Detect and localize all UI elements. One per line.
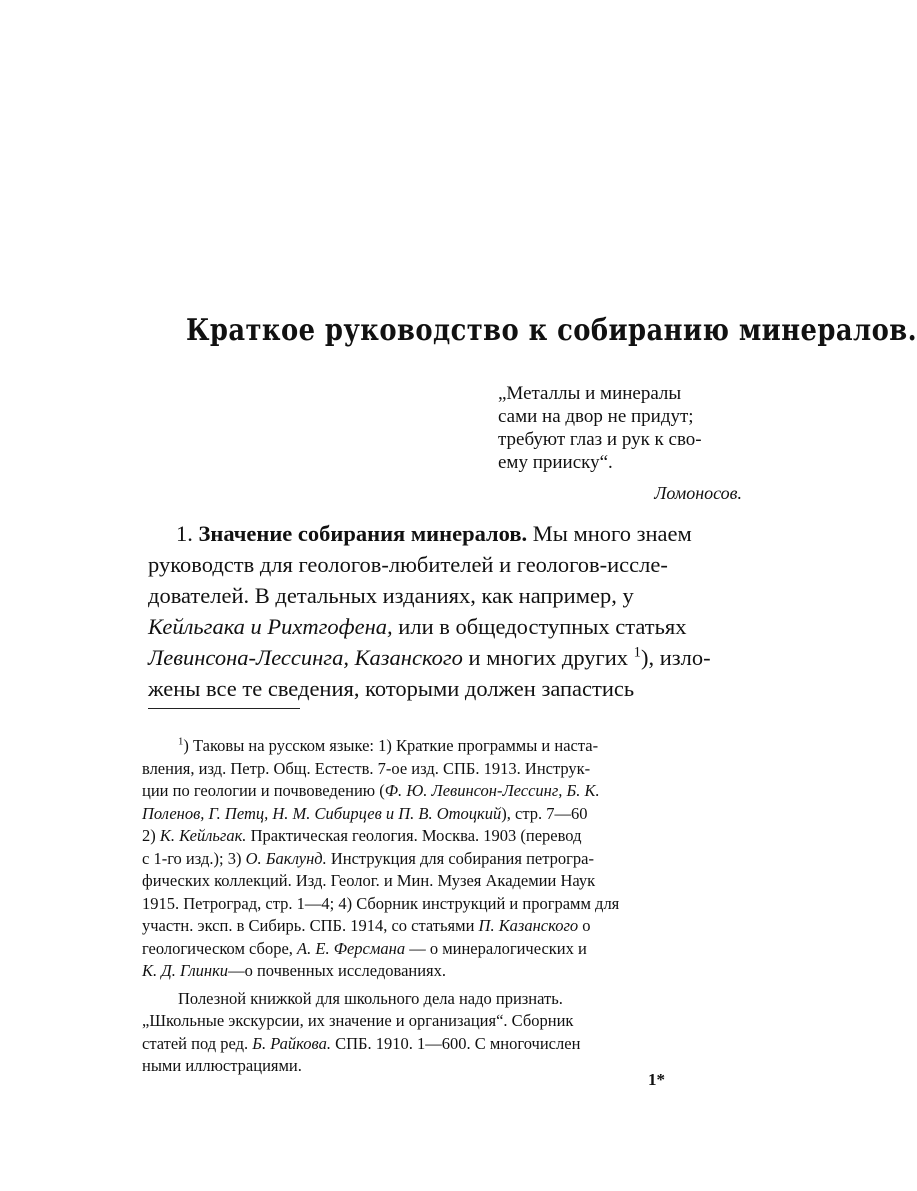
signature-mark: 1*	[648, 1070, 665, 1089]
footnote-italic: А. Е. Ферсмана	[297, 938, 406, 958]
footnote-line: фических коллекций. Изд. Геолог. и Мин. Музея Академии Наук	[142, 871, 596, 890]
footnote-italic: К. Д. Глинки	[142, 961, 229, 980]
body-line: жены все те сведения, которыми должен запастись	[148, 676, 635, 701]
footnote-line	[142, 915, 767, 938]
footnote-text: ции по геологии и почвоведению (	[142, 781, 385, 800]
footnote-line: „Школьные экскурсии, их значение и организация“. Сборник	[142, 1011, 574, 1030]
body-line: руководств для геологов-любителей и геологов-иссле-	[148, 552, 668, 577]
body-italic: Левинсона-Лессинга,	[148, 645, 349, 670]
footnote-italic: П. Казанского	[478, 916, 579, 935]
body-line	[148, 642, 763, 673]
footnote-text: о	[582, 916, 591, 935]
footnote-text: ) Таковы на русском языке: 1) Краткие программы и наста-	[183, 736, 599, 755]
epigraph-line: „Металлы и минералы	[498, 383, 682, 404]
section-heading: Значение собирания минералов.	[198, 521, 528, 546]
footnote-text: геологическом сборе,	[142, 938, 293, 958]
footnote-text: Инструкция для собирания петрогра-	[330, 848, 595, 868]
body-line	[148, 611, 763, 642]
footnote-text: статей под ред.	[142, 1033, 249, 1053]
epigraph-line: ему прииску“.	[498, 452, 613, 473]
footnote-line	[142, 938, 767, 961]
footnote-italic: Поленов, Г. Петц, Н. М. Сибирцев и П. В. Отоцкий	[142, 803, 502, 823]
footnote-divider	[148, 708, 300, 709]
section-body	[148, 518, 763, 704]
footnote-text: участн. эксп. в Сибирь. СПБ. 1914, со статьями	[142, 916, 475, 935]
footnote-line	[142, 1033, 767, 1056]
footnote-mark: 1	[178, 735, 184, 748]
footnote-text: —о почвенных исследованиях.	[228, 961, 447, 980]
epigraph-line: сами на двор не придут;	[498, 406, 694, 427]
footnote-line	[142, 803, 767, 826]
footnote-italic: Б. Райкова.	[252, 1033, 331, 1053]
section-number: 1.	[176, 521, 193, 546]
epigraph	[498, 382, 798, 504]
footnote-line	[142, 780, 767, 803]
body-text: или в общедоступных статьях	[398, 614, 687, 639]
footnote-line: 1915. Петроград, стр. 1—4; 4) Сборник инструкций и программ для	[142, 893, 620, 913]
footnote-line	[142, 848, 767, 871]
footnote-text: ), стр. 7—60	[501, 803, 588, 823]
epigraph-line: требуют глаз и рук к сво-	[498, 429, 702, 450]
body-text: и многих других	[468, 645, 629, 670]
footnote-text: — о минералогических и	[409, 938, 587, 958]
footnote-line	[142, 960, 767, 983]
footnote-line: вления, изд. Петр. Общ. Естеств. 7-ое изд. СПБ. 1913. Инструк-	[142, 758, 591, 778]
footnote-text: СПБ. 1910. 1—600. С многочислен	[335, 1033, 581, 1053]
body-line	[148, 518, 763, 549]
footnotes	[142, 735, 767, 1078]
footnote-line: Полезной книжкой для школьного дела надо признать.	[178, 988, 563, 1008]
body-text: Мы много знаем	[532, 521, 692, 546]
body-text: ), изло-	[640, 645, 711, 670]
body-italic: Казанского	[354, 645, 463, 670]
footnote-line	[142, 735, 767, 758]
footnote-line	[142, 825, 767, 848]
footnote-italic: О. Баклунд.	[245, 848, 327, 868]
footnote-italic: Ф. Ю. Левинсон-Лессинг, Б. К.	[384, 781, 600, 800]
footnote-reference[interactable]: 1	[633, 644, 641, 661]
footnote-text: с 1-го изд.); 3)	[142, 848, 242, 868]
body-italic: Кейльгака и Рихтгофена,	[148, 614, 393, 639]
body-line: дователей. В детальных изданиях, как например, у	[148, 583, 634, 608]
footnote-italic: К. Кейльгак.	[159, 826, 247, 845]
page-title: Краткое руководство к собиранию минералов.	[186, 313, 917, 348]
footnote-line: ными иллюстрациями.	[142, 1056, 302, 1075]
footnote-text: 2)	[142, 826, 156, 845]
epigraph-author: Ломоносов.	[654, 483, 742, 503]
footnote-text: Практическая геология. Москва. 1903 (перевод	[250, 826, 582, 845]
